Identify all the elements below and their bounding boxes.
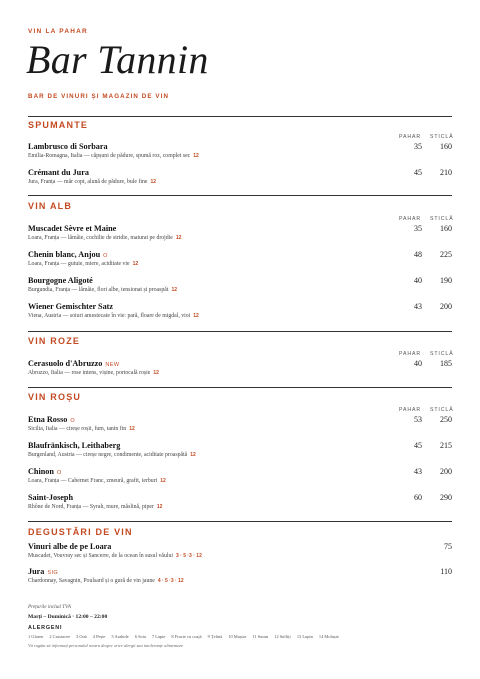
wine-item xyxy=(28,415,452,432)
allergen-entry: 14 Moluște xyxy=(318,634,339,639)
wine-name: Blaufränkisch, Leithaberg xyxy=(28,441,121,450)
vat-note: Prețurile includ TVA xyxy=(28,604,71,610)
section-title-vin-roze: VIN ROZE xyxy=(28,336,81,346)
glass-price: 43 xyxy=(414,302,422,311)
glass-price: 35 xyxy=(414,224,422,233)
allergen-entry: 9 Țelină xyxy=(207,634,223,639)
wine-name: Wiener Gemischter Satz xyxy=(28,302,114,311)
wine-name: Saint-Joseph xyxy=(28,493,74,502)
bottle-price: 250 xyxy=(440,415,452,424)
glass-price: 40 xyxy=(414,359,422,368)
bottle-price: 190 xyxy=(440,276,452,285)
allergen-code: 12 xyxy=(175,235,182,241)
allergen-code: 4 · 5 ·3 · 12 xyxy=(157,578,184,584)
column-header-pahar: PAHAR xyxy=(399,407,421,413)
tasting-name: Vinuri albe de pe Loara xyxy=(28,542,112,551)
wine-description: Loara, Franța — Cabernet Franc, zmeură, grafit, ierburi xyxy=(28,478,158,484)
wine-tag: O xyxy=(56,470,62,476)
wine-item xyxy=(28,168,452,185)
glass-price: 45 xyxy=(414,168,422,177)
wine-name: Muscadet Sèvre et Maine xyxy=(28,224,117,233)
section-divider xyxy=(28,387,452,388)
section-title-spumante: SPUMANTE xyxy=(28,120,89,130)
wine-description: Emilia-Romagna, Italia — căpșuni de pădure, spumă roz, complet sec xyxy=(28,153,191,159)
column-header-sticla: STICLĂ xyxy=(430,134,454,140)
brand-title: Bar Tannin xyxy=(26,37,209,82)
tasting-name: Jura xyxy=(28,567,45,576)
allergen-entry: 1 Gluten xyxy=(28,634,44,639)
wine-description: Loara, Franța — gutuie, miere, aciditate vie xyxy=(28,261,130,267)
allergen-entry: 10 Muștar xyxy=(228,634,247,639)
wine-tag: O xyxy=(70,418,76,424)
bottle-price: 160 xyxy=(440,224,452,233)
allergen-entry: 12 Sulfiți xyxy=(274,634,291,639)
bottle-price: 210 xyxy=(440,168,452,177)
section-divider xyxy=(28,331,452,332)
tasting-description: Muscadet, Vouvray sec și Sancerre, de la ocean în susul văului xyxy=(28,553,173,559)
wine-description: Viena, Austria — soiuri amestecate în vie: pară, floare de migdal, vioi xyxy=(28,313,191,319)
wine-item xyxy=(28,142,452,159)
wine-name: Chenin blanc, Anjou xyxy=(28,250,101,259)
wine-item xyxy=(28,250,452,267)
bottle-price: 160 xyxy=(440,142,452,151)
header-kicker: VIN LA PAHAR xyxy=(28,28,88,35)
allergen-code: 12 xyxy=(193,313,199,319)
allergen-code: 12 xyxy=(132,261,139,267)
tasting-price: 75 xyxy=(444,542,452,551)
wine-name: Etna Rosso xyxy=(28,415,68,424)
bottle-price: 215 xyxy=(440,441,452,450)
wine-item xyxy=(28,224,452,241)
signature-badge: SIG xyxy=(47,570,59,576)
new-badge: NEW xyxy=(105,362,120,368)
wine-item xyxy=(28,302,452,319)
column-header-pahar: PAHAR xyxy=(399,351,421,357)
glass-price: 60 xyxy=(414,493,422,502)
wine-name: Cerasuolo d'Abruzzo xyxy=(28,359,103,368)
allergens-heading: ALERGENI xyxy=(28,625,63,631)
wine-item xyxy=(28,441,452,458)
allergen-code: 12 xyxy=(153,370,159,376)
wine-item xyxy=(28,276,452,293)
wine-description: Jura, Franța — măr copt, alună de pădure, bule fine xyxy=(28,179,148,185)
section-divider xyxy=(28,116,452,117)
wine-item xyxy=(28,359,452,376)
header-tagline: BAR DE VINURI ȘI MAGAZIN DE VIN xyxy=(28,93,170,100)
allergen-entry: 3 Ouă xyxy=(76,634,87,639)
column-header-sticla: STICLĂ xyxy=(430,216,454,222)
column-header-sticla: STICLĂ xyxy=(430,351,454,357)
wine-description: Burgenland, Austria — cireșe negre, condimente, aciditate proaspătă xyxy=(28,452,188,458)
glass-price: 48 xyxy=(414,250,422,259)
bottle-price: 225 xyxy=(440,250,452,259)
allergen-entry: 11 Susan xyxy=(252,634,269,639)
allergen-code: 12 xyxy=(190,452,196,458)
tasting-item xyxy=(28,542,452,559)
column-header-pahar: PAHAR xyxy=(399,134,421,140)
bottle-price: 185 xyxy=(440,359,452,368)
wine-tag: O xyxy=(103,253,108,259)
column-header-sticla: STICLĂ xyxy=(430,407,454,413)
allergen-code: 12 xyxy=(160,478,166,484)
glass-price: 53 xyxy=(414,415,422,424)
allergen-entry: 8 Fructe cu coajă xyxy=(171,634,202,639)
allergen-code: 12 xyxy=(193,153,199,159)
allergy-notice: Vă rugăm să informați personalul nostru despre orice alergii sau intoleranțe alimentare xyxy=(28,643,184,648)
section-title-vin-rosu: VIN ROȘU xyxy=(28,392,82,402)
allergen-code: 12 xyxy=(171,287,177,293)
section-title-degustari: DEGUSTĂRI DE VIN xyxy=(28,527,133,537)
allergen-entry: 6 Soia xyxy=(134,634,146,639)
allergen-code: 12 xyxy=(150,179,156,185)
section-title-vin-alb: VIN ALB xyxy=(28,201,73,211)
column-header-pahar: PAHAR xyxy=(399,216,421,222)
wine-item xyxy=(28,493,452,510)
allergens-list xyxy=(28,634,452,639)
glass-price: 43 xyxy=(414,467,422,476)
opening-hours: Marți – Duminică · 12:00 – 22:00 xyxy=(28,614,108,620)
section-divider xyxy=(28,195,452,196)
bottle-price: 290 xyxy=(440,493,452,502)
wine-item xyxy=(28,467,452,484)
wine-description: Loara, Franța — lămâie, cochilie de stridie, maturat pe drojdie xyxy=(28,235,173,241)
glass-price: 45 xyxy=(414,441,422,450)
allergen-entry: 5 Arahide xyxy=(111,634,129,639)
allergen-entry: 7 Lapte xyxy=(152,634,166,639)
allergen-code: 3 · 5 ·3 · 12 xyxy=(176,553,202,559)
wine-description: Sicilia, Italia — cireșe roșii, fum, tanin fin xyxy=(28,426,127,432)
tasting-description: Chardonnay, Savagnin, Poulsard și o gură de vin jaune xyxy=(28,578,155,584)
bottle-price: 200 xyxy=(440,467,452,476)
wine-description: Rhône de Nord, Franța — Syrah, mure, măslină, piper xyxy=(28,504,154,510)
allergen-code: 12 xyxy=(129,426,135,432)
wine-description: Burgundia, Franța — lămâie, flori albe, tensionat și proaspăt xyxy=(28,287,169,293)
wine-description: Abruzzo, Italia — rose intens, vișine, portocală roșie xyxy=(28,370,151,376)
bottle-price: 200 xyxy=(440,302,452,311)
wine-name: Bourgogne Aligoté xyxy=(28,276,93,285)
allergen-entry: 13 Lupin xyxy=(296,634,313,639)
glass-price: 40 xyxy=(414,276,422,285)
wine-name: Crémant du Jura xyxy=(28,168,89,177)
tasting-item xyxy=(28,567,452,584)
allergen-entry: 4 Pește xyxy=(92,634,106,639)
section-divider xyxy=(28,521,452,522)
tasting-price: 110 xyxy=(440,567,452,576)
wine-name: Lambrusco di Sorbara xyxy=(28,142,108,151)
allergen-code: 12 xyxy=(156,504,163,510)
glass-price: 35 xyxy=(414,142,422,151)
wine-name: Chinon xyxy=(28,467,54,476)
allergen-entry: 2 Crustacee xyxy=(49,634,70,639)
